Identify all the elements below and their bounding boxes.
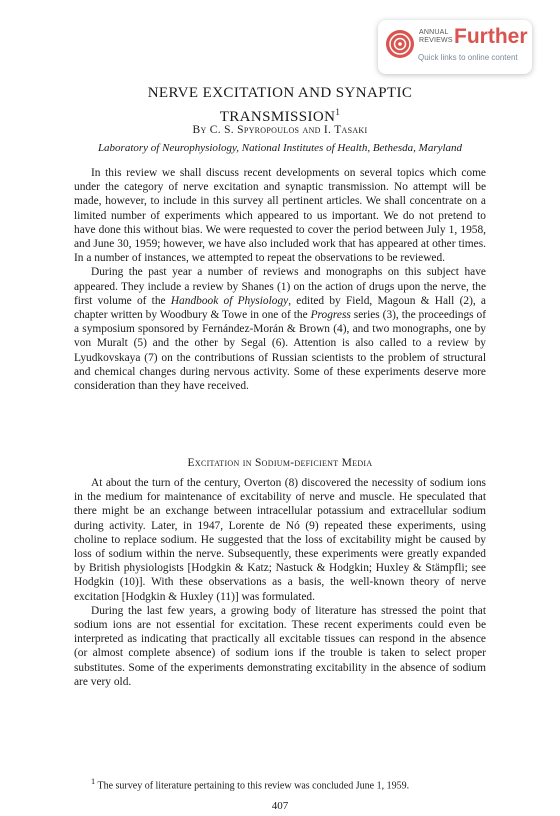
handbook-title: Handbook of Physiology — [170, 294, 289, 307]
article-title-line-1: NERVE EXCITATION AND SYNAPTIC — [147, 85, 413, 101]
footnote — [74, 776, 486, 792]
progress-series-title: Progress — [310, 309, 351, 322]
section-paragraph-2: During the last few years, a growing body of literature has stressed the point that sodium ions are not essential for excitation. These recent experiments could even be interpreted as indicating that practically all excitable tissues can respond in the absence (or almost complete absence) of sodium ions if the trouble is taken to select proper substitutes. Some of the experiments demonstrating excitability in the absence of sodium are very old. — [74, 604, 486, 688]
intro-p2-part-c: , edited by Field, Magoun & Hall (2), a chapter written by Woodbury & Towe in one of the — [74, 294, 486, 322]
badge-subtitle: Quick links to online content — [418, 53, 518, 62]
intro-text — [74, 166, 486, 393]
byline — [0, 124, 560, 136]
annual-reviews-logo-icon — [386, 30, 414, 58]
author-1: C. S. Spyropoulos — [209, 124, 300, 136]
footnote-text: The survey of literature pertaining to this review was concluded June 1, 1959. — [95, 780, 410, 792]
byline-prefix: By — [192, 124, 207, 136]
section-text — [74, 476, 486, 689]
intro-paragraph-1: In this review we shall discuss recent developments on several topics which come under the category of nerve excitation and synaptic transmission. No attempt will be made, however, to include in this survey all pertinent articles. We shall concentrate on a limited number of experiments which appeared to us important. We do not pretend to have done this without bias. We were requested to cover the period between July 1, 1958, and June 30, 1959; however, we have also included work that has appeared at other times. In a number of instances, we attempted to repeat the observations to be reviewed. — [74, 167, 486, 265]
affiliation: Laboratory of Neurophysiology, National Institutes of Health, Bethesda, Maryland — [97, 142, 463, 154]
article-title-text: TRANSMISSION — [219, 109, 336, 125]
section-paragraph-1: At about the turn of the century, Overton (8) discovered the necessity of sodium ions in the medium for maintenance of excitability of nerve and muscle. He speculated that there might be an exchange between intracellular potassium and extracellular sodium during activity. Later, in 1947, Lorente de Nó (9) repeated these experiments, using choline to replace sodium. He suggested that the loss of excitability might be caused by loss of sodium within the nerve. Subsequently, these experiments were greatly expanded by British physiologists [Hodgkin & Katz; Nastuck & Hodgkin; Huxley & Stämpfli; see Hodgkin (10)]. With these observations as a basis, the well-known theory of nerve excitation [Hodgkin & Huxley (11)] was formulated. — [74, 477, 486, 603]
byline-and: and — [302, 124, 321, 136]
footnote-mark: 1 — [91, 777, 96, 786]
intro-p2-part-e: series (3), the proceedings of a symposium sponsored by Fernández-Morán & Brown (4), and two monographs, one by von Muralt (5) and the other by Segal (6). Attention is also called to a review by Lyudkovskaya (7) on the contributions of Russian scientists to the problem of structural and chemical changes during nervous activity. Some of these experiments deserve more consideration than they have received. — [74, 309, 487, 393]
annual-reviews-further-badge[interactable] — [378, 20, 532, 74]
title-footnote-mark: 1 — [335, 107, 341, 117]
page-number: 407 — [271, 800, 289, 812]
intro-paragraph-2 — [74, 265, 486, 393]
author-2: I. Tasaki — [323, 124, 368, 136]
intro-p2-part-a: During the past year a number of reviews and monographs on this subject have appeared. They include a review by Shanes (1) on the action of drugs upon the nerve, the first volume of the — [74, 266, 486, 307]
badge-brand: Further — [454, 25, 528, 48]
section-heading: Excitation in Sodium-deficient Media — [187, 457, 373, 469]
badge-publisher: ANNUAL REVIEWS — [419, 29, 453, 44]
